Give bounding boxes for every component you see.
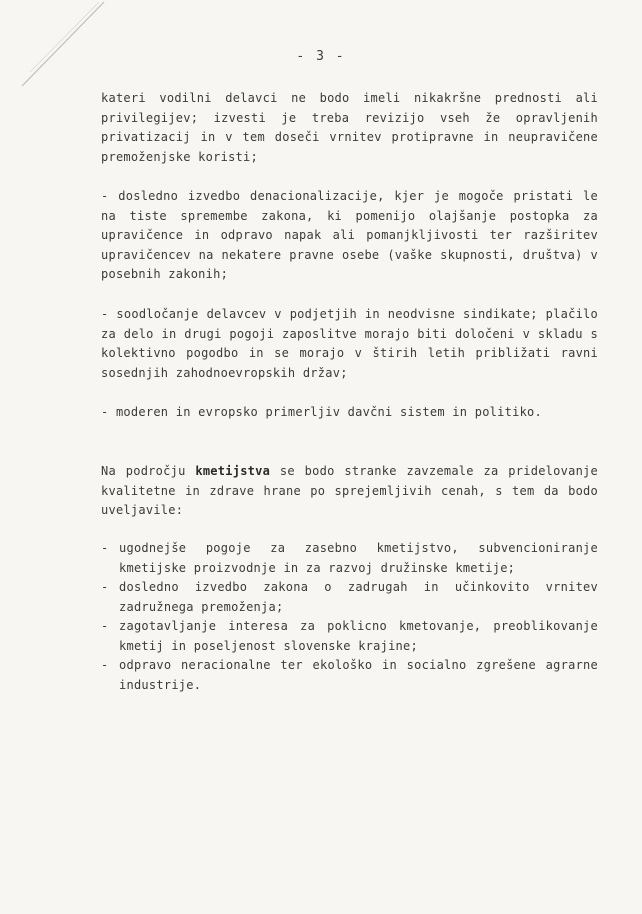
list-bullet: - — [101, 658, 109, 672]
paragraph-denationalization: - dosledno izvedbo denacionalizacije, kjer je mogoče pristati le na tiste spremembe zakona, ki pomenijo olajšanje postopka za upravičence in odpravo napak ali pomanjkljivosti ter razširitev upravičencev na nekatere pravne osebe (vaške skupnosti, društva) v posebnih zakonih; — [101, 189, 598, 281]
list-item — [101, 539, 598, 578]
paragraph-tax-system: - moderen in evropsko primerljiv davčni sistem in politiko. — [101, 405, 543, 419]
list-bullet: - — [101, 619, 109, 633]
list-bullet: - — [101, 580, 109, 594]
list-item-text: dosledno izvedbo zakona o zadrugah in učinkovito vrnitev zadružnega premoženja; — [119, 580, 598, 614]
agriculture-list — [101, 539, 598, 695]
agriculture-keyword: kmetijstva — [195, 464, 271, 478]
paragraph-codetermination: - soodločanje delavcev v podjetjih in neodvisne sindikate; plačilo za delo in drugi pogoji zaposlitve morajo biti določeni v skladu s kolektivno pogodbo in se morajo v štirih letih približati ravni sosednjih zahodnoevropskih držav; — [101, 307, 598, 380]
list-item-text: zagotavljanje interesa za poklicno kmetovanje, preoblikovanje kmetij in poseljenost slovenske krajine; — [119, 619, 598, 653]
agriculture-intro-after: se bodo stranke zavzemale za pridelovanje kvalitetne in zdrave hrane po sprejemljivih cenah, s tem da bodo uveljavile: — [101, 464, 598, 517]
page-number: - 3 - — [296, 49, 346, 64]
list-item — [101, 656, 598, 695]
paragraph-agriculture-intro — [101, 462, 598, 521]
paragraph-privatization: kateri vodilni delavci ne bodo imeli nikakršne prednosti ali privilegijev; izvesti je treba revizijo vseh že opravljenih privatizacij in v tem doseči vrnitev protipravne in neupravičene premoženjske koristi; — [101, 91, 598, 164]
list-bullet: - — [101, 541, 109, 555]
list-item-text: odpravo neracionalne ter ekološko in socialno zgrešene agrarne industrije. — [119, 658, 598, 692]
list-item — [101, 578, 598, 617]
list-item-text: ugodnejše pogoje za zasebno kmetijstvo, subvencioniranje kmetijske proizvodnje in za razvoj družinske kmetije; — [119, 541, 598, 575]
list-item — [101, 617, 598, 656]
agriculture-intro-before: Na področju — [101, 464, 196, 478]
